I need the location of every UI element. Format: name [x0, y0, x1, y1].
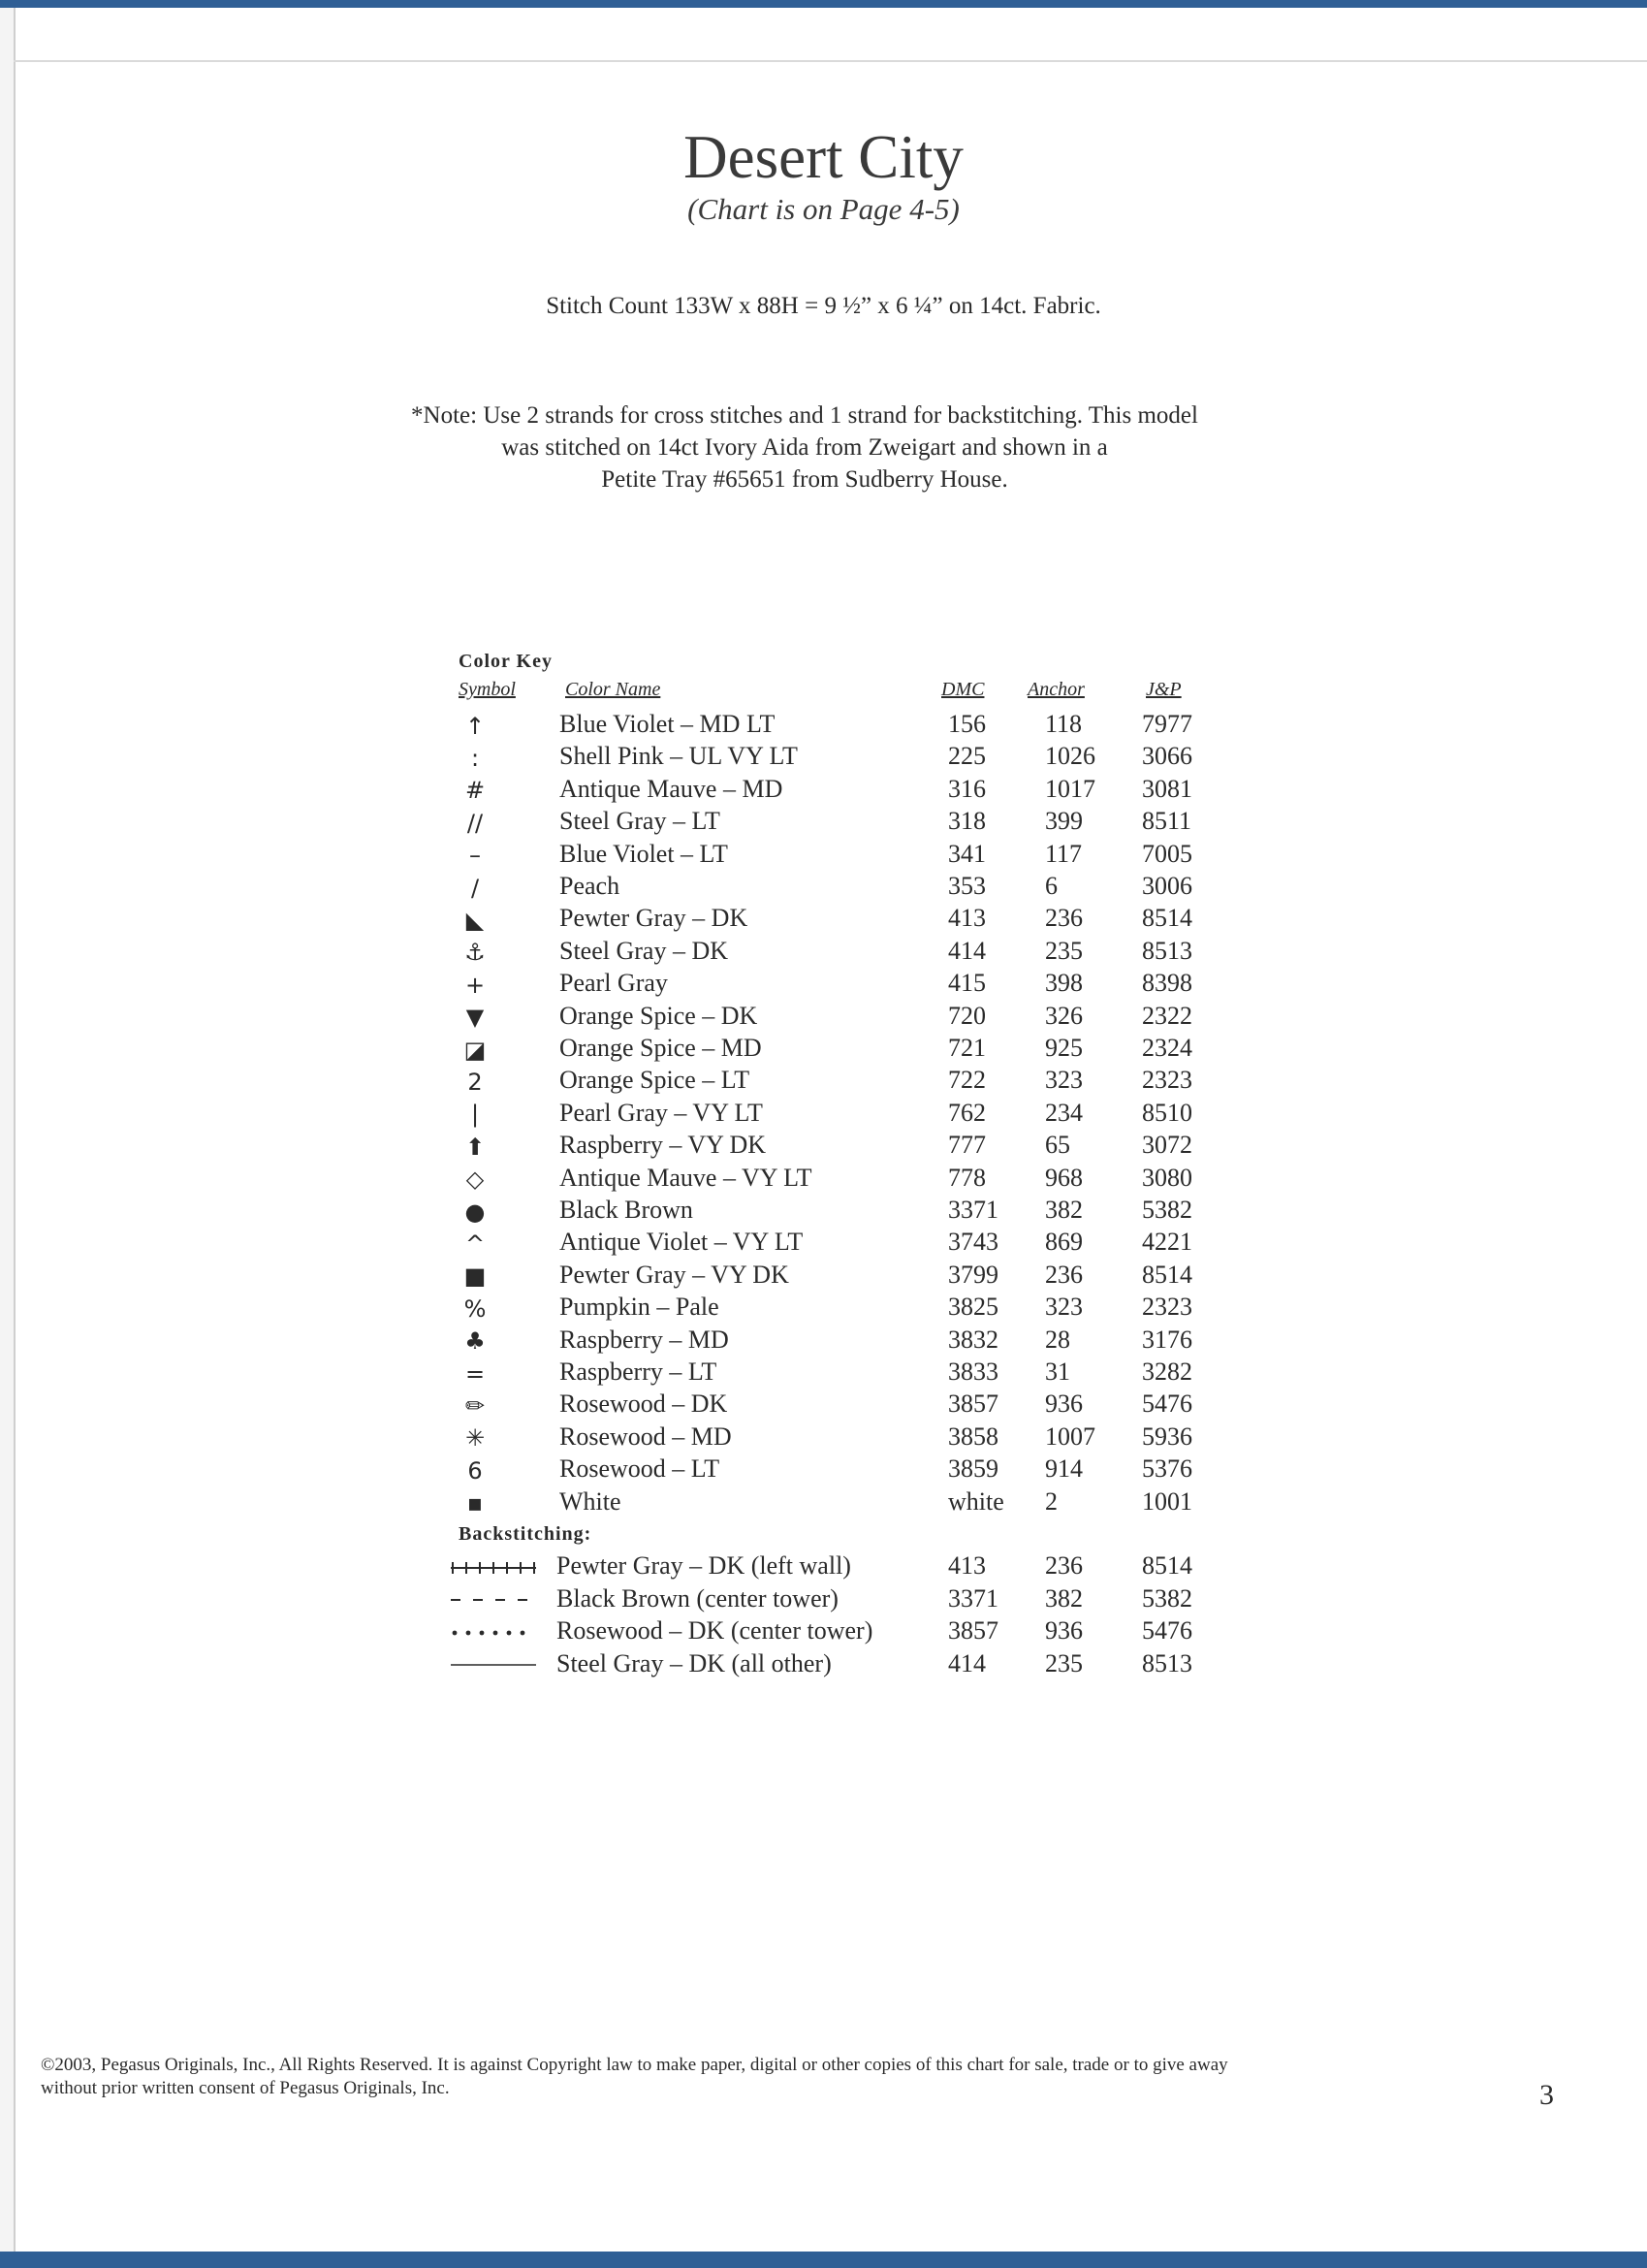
table-row [0, 840, 1647, 872]
table-row [0, 969, 1647, 1001]
caret-icon: ^ [464, 1230, 486, 1258]
dmc-number: 722 [948, 1066, 986, 1095]
equals-icon: = [464, 1359, 486, 1388]
jp-number: 5376 [1142, 1454, 1192, 1484]
filled-square-icon: ■ [463, 1262, 487, 1291]
color-name: Raspberry – MD [559, 1325, 729, 1354]
jp-number: 8513 [1142, 936, 1192, 965]
backstitch-name: Black Brown (center tower) [556, 1583, 839, 1613]
page-title: Desert City [683, 123, 964, 191]
header-anchor: Anchor [1028, 679, 1085, 700]
anchor-number: 382 [1045, 1196, 1083, 1224]
anchor-number: 936 [1045, 1390, 1083, 1419]
jp-number: 3176 [1142, 1325, 1192, 1354]
table-row [0, 1358, 1647, 1390]
dmc-number: 316 [948, 774, 986, 803]
jp-number: 8510 [1142, 1098, 1192, 1127]
dmc-number: 3832 [948, 1325, 998, 1354]
anchor-number: 326 [1045, 1001, 1083, 1030]
note-line: Petite Tray #65651 from Sudberry House. [601, 466, 1008, 493]
color-name: Rosewood – LT [559, 1454, 720, 1484]
ticked-line-icon [444, 1551, 543, 1583]
header-jp: J&P [1146, 679, 1182, 700]
anchor-number: 236 [1045, 904, 1083, 933]
copyright-line: without prior written consent of Pegasus Originals, Inc. [41, 2078, 450, 2098]
color-name: Antique Violet – VY LT [559, 1228, 804, 1257]
anchor-number: 65 [1045, 1131, 1070, 1160]
table-row [0, 807, 1647, 839]
color-name: Orange Spice – MD [559, 1034, 762, 1062]
bold-arrow-up-icon: ⬆ [464, 1133, 486, 1161]
note-line: was stitched on 14ct Ivory Aida from Zweigart and shown in a [501, 434, 1108, 461]
color-name: Pewter Gray – VY DK [559, 1260, 789, 1289]
table-row [0, 1390, 1647, 1421]
page-number: 3 [1539, 2079, 1554, 2111]
color-name: Rosewood – MD [559, 1421, 732, 1451]
jp-number: 2324 [1142, 1034, 1192, 1062]
header-symbol: Symbol [459, 679, 516, 700]
numeral-six-icon: 6 [467, 1456, 483, 1485]
anchor-number: 117 [1045, 839, 1083, 868]
asterisk-icon: ✳ [464, 1424, 486, 1453]
anchor-number: 28 [1045, 1325, 1070, 1354]
vertical-bar-icon: | [470, 1101, 480, 1129]
page-edge [14, 60, 1647, 62]
solid-line-icon [444, 1649, 543, 1681]
table-row [0, 1196, 1647, 1228]
header-color-name: Color Name [565, 679, 661, 700]
color-name: Steel Gray – DK [559, 936, 729, 965]
color-name: White [559, 1486, 621, 1516]
table-row [0, 1487, 1647, 1519]
jp-number: 8514 [1142, 1551, 1192, 1580]
dashed-line-icon [444, 1584, 543, 1616]
jp-number: 5382 [1142, 1583, 1192, 1613]
percent-icon: % [463, 1294, 487, 1323]
table-row [0, 1649, 1647, 1681]
pill-icon: ✏ [464, 1391, 486, 1420]
table-row [0, 1584, 1647, 1616]
dmc-number: 3857 [948, 1390, 998, 1419]
anchor-number: 323 [1045, 1293, 1083, 1322]
color-name: Pumpkin – Pale [559, 1293, 719, 1322]
dmc-number: 3825 [948, 1293, 998, 1322]
jp-number: 7977 [1142, 710, 1192, 738]
anchor-number: 323 [1045, 1066, 1083, 1095]
dmc-number: 721 [948, 1034, 986, 1062]
jp-number: 5476 [1142, 1390, 1192, 1419]
anchor-number: 925 [1045, 1034, 1083, 1062]
anchor-number: 398 [1045, 969, 1083, 998]
anchor-number: 936 [1045, 1616, 1083, 1645]
anchor-number: 399 [1045, 807, 1083, 836]
color-name: Blue Violet – MD LT [559, 710, 776, 738]
backstitch-name: Rosewood – DK (center tower) [556, 1616, 873, 1645]
color-name: Pearl Gray – VY LT [559, 1098, 763, 1127]
color-name: Black Brown [559, 1196, 693, 1224]
plus-icon: + [464, 971, 486, 999]
jp-number: 3006 [1142, 872, 1192, 900]
anchor-icon: ⚓ [464, 939, 486, 967]
jp-number: 2322 [1142, 1001, 1192, 1030]
anchor-number: 235 [1045, 1648, 1083, 1677]
table-row [0, 1616, 1647, 1648]
quarter-shape-icon: ◣ [465, 906, 485, 934]
dmc-number: 414 [948, 1648, 986, 1677]
jp-number: 8511 [1142, 807, 1192, 836]
dmc-number: 3371 [948, 1196, 998, 1224]
hash-icon: # [464, 777, 486, 805]
table-row [0, 1326, 1647, 1358]
scan-border-top [0, 0, 1647, 8]
anchor-number: 6 [1045, 872, 1058, 900]
dmc-number: 318 [948, 807, 986, 836]
anchor-number: 1017 [1045, 774, 1095, 803]
dmc-number: 3858 [948, 1421, 998, 1451]
dmc-number: 413 [948, 904, 986, 933]
color-name: Steel Gray – LT [559, 807, 720, 836]
small-square-icon: ▪ [466, 1489, 484, 1517]
table-row [0, 1293, 1647, 1325]
jp-number: 5382 [1142, 1196, 1192, 1224]
table-row [0, 1131, 1647, 1163]
jp-number: 3081 [1142, 774, 1192, 803]
anchor-number: 1007 [1045, 1421, 1095, 1451]
colon-icon: : [470, 744, 480, 772]
jp-number: 8514 [1142, 1260, 1192, 1289]
table-row [0, 1066, 1647, 1098]
filled-circle-icon: ● [464, 1198, 486, 1226]
dmc-number: 778 [948, 1163, 986, 1192]
dash-icon: – [469, 842, 481, 870]
color-key-heading: Color Key [459, 651, 553, 672]
jp-number: 7005 [1142, 839, 1192, 868]
triple-triangle-icon: ♣ [464, 1327, 486, 1356]
table-row [0, 937, 1647, 969]
table-row [0, 710, 1647, 742]
backstitch-name: Pewter Gray – DK (left wall) [556, 1551, 851, 1580]
page-subtitle: (Chart is on Page 4-5) [687, 192, 960, 226]
table-row [0, 742, 1647, 774]
table-row [0, 1099, 1647, 1131]
table-row [0, 1228, 1647, 1260]
note-line: *Note: Use 2 strands for cross stitches and 1 strand for backstitching. This model [411, 402, 1198, 429]
table-row [0, 1002, 1647, 1034]
dmc-number: 3859 [948, 1454, 998, 1484]
jp-number: 5936 [1142, 1421, 1192, 1451]
jp-number: 8514 [1142, 904, 1192, 933]
anchor-number: 236 [1045, 1260, 1083, 1289]
dmc-number: 414 [948, 936, 986, 965]
table-row [0, 872, 1647, 904]
anchor-number: 31 [1045, 1358, 1070, 1386]
anchor-number: 968 [1045, 1163, 1083, 1192]
double-slash-icon: // [466, 809, 484, 837]
anchor-number: 914 [1045, 1454, 1083, 1484]
jp-number: 5476 [1142, 1616, 1192, 1645]
diamond-icon: ◇ [465, 1166, 485, 1194]
dmc-number: 225 [948, 742, 986, 771]
instruction-note [320, 399, 1289, 495]
dmc-number: 3833 [948, 1358, 998, 1386]
anchor-number: 1026 [1045, 742, 1095, 771]
copyright-line: ©2003, Pegasus Originals, Inc., All Rights Reserved. It is against Copyright law to make paper, digital or other copies of this chart for sale, trade or to give away [41, 2055, 1228, 2075]
color-name: Rosewood – DK [559, 1390, 728, 1419]
dmc-number: 341 [948, 839, 986, 868]
anchor-number: 234 [1045, 1098, 1083, 1127]
dmc-number: 413 [948, 1551, 986, 1580]
dmc-number: 3743 [948, 1228, 998, 1257]
jp-number: 8398 [1142, 969, 1192, 998]
table-row [0, 1034, 1647, 1066]
dmc-number: 777 [948, 1131, 986, 1160]
table-row [0, 904, 1647, 936]
backstitching-heading: Backstitching: [459, 1523, 592, 1545]
table-row [0, 1261, 1647, 1293]
color-name: Peach [559, 872, 620, 900]
jp-number: 8513 [1142, 1648, 1192, 1677]
arrow-up-icon: ↑ [464, 712, 486, 740]
color-name: Pewter Gray – DK [559, 904, 748, 933]
slash-icon: / [470, 874, 480, 902]
color-name: Shell Pink – UL VY LT [559, 742, 798, 771]
anchor-number: 2 [1045, 1486, 1058, 1516]
dmc-number: 3799 [948, 1260, 998, 1289]
jp-number: 1001 [1142, 1486, 1192, 1516]
jp-number: 4221 [1142, 1228, 1192, 1257]
dmc-number: 720 [948, 1001, 986, 1030]
dmc-number: 415 [948, 969, 986, 998]
stitch-count: Stitch Count 133W x 88H = 9 ½” x 6 ¼” on 14ct. Fabric. [546, 293, 1101, 319]
triangle-down-icon: ▼ [465, 1004, 485, 1032]
backstitch-name: Steel Gray – DK (all other) [556, 1648, 832, 1677]
header-dmc: DMC [941, 679, 985, 700]
color-name: Orange Spice – LT [559, 1066, 750, 1095]
dmc-number: 353 [948, 872, 986, 900]
dmc-number: white [948, 1486, 1004, 1516]
table-row [0, 1551, 1647, 1583]
color-name: Raspberry – VY DK [559, 1131, 767, 1160]
anchor-number: 382 [1045, 1583, 1083, 1613]
color-name: Orange Spice – DK [559, 1001, 758, 1030]
jp-number: 3066 [1142, 742, 1192, 771]
dmc-number: 3371 [948, 1583, 998, 1613]
anchor-number: 235 [1045, 936, 1083, 965]
color-name: Antique Mauve – MD [559, 774, 783, 803]
jp-number: 2323 [1142, 1293, 1192, 1322]
anchor-number: 869 [1045, 1228, 1083, 1257]
jp-number: 3282 [1142, 1358, 1192, 1386]
copyright-notice [41, 2054, 1553, 2100]
color-name: Antique Mauve – VY LT [559, 1163, 812, 1192]
half-filled-square-icon: ◪ [463, 1036, 487, 1064]
table-row [0, 1454, 1647, 1486]
numeral-two-icon: 2 [467, 1068, 483, 1096]
table-row [0, 1422, 1647, 1454]
scan-border-bottom [0, 2252, 1647, 2268]
table-row [0, 775, 1647, 807]
dmc-number: 156 [948, 710, 986, 738]
color-name: Pearl Gray [559, 969, 668, 998]
dotted-line-icon [444, 1616, 543, 1648]
table-row [0, 1164, 1647, 1196]
dmc-number: 3857 [948, 1616, 998, 1645]
jp-number: 3072 [1142, 1131, 1192, 1160]
anchor-number: 118 [1045, 710, 1083, 738]
jp-number: 3080 [1142, 1163, 1192, 1192]
dmc-number: 762 [948, 1098, 986, 1127]
color-name: Blue Violet – LT [559, 839, 728, 868]
color-name: Raspberry – LT [559, 1358, 717, 1386]
jp-number: 2323 [1142, 1066, 1192, 1095]
anchor-number: 236 [1045, 1551, 1083, 1580]
